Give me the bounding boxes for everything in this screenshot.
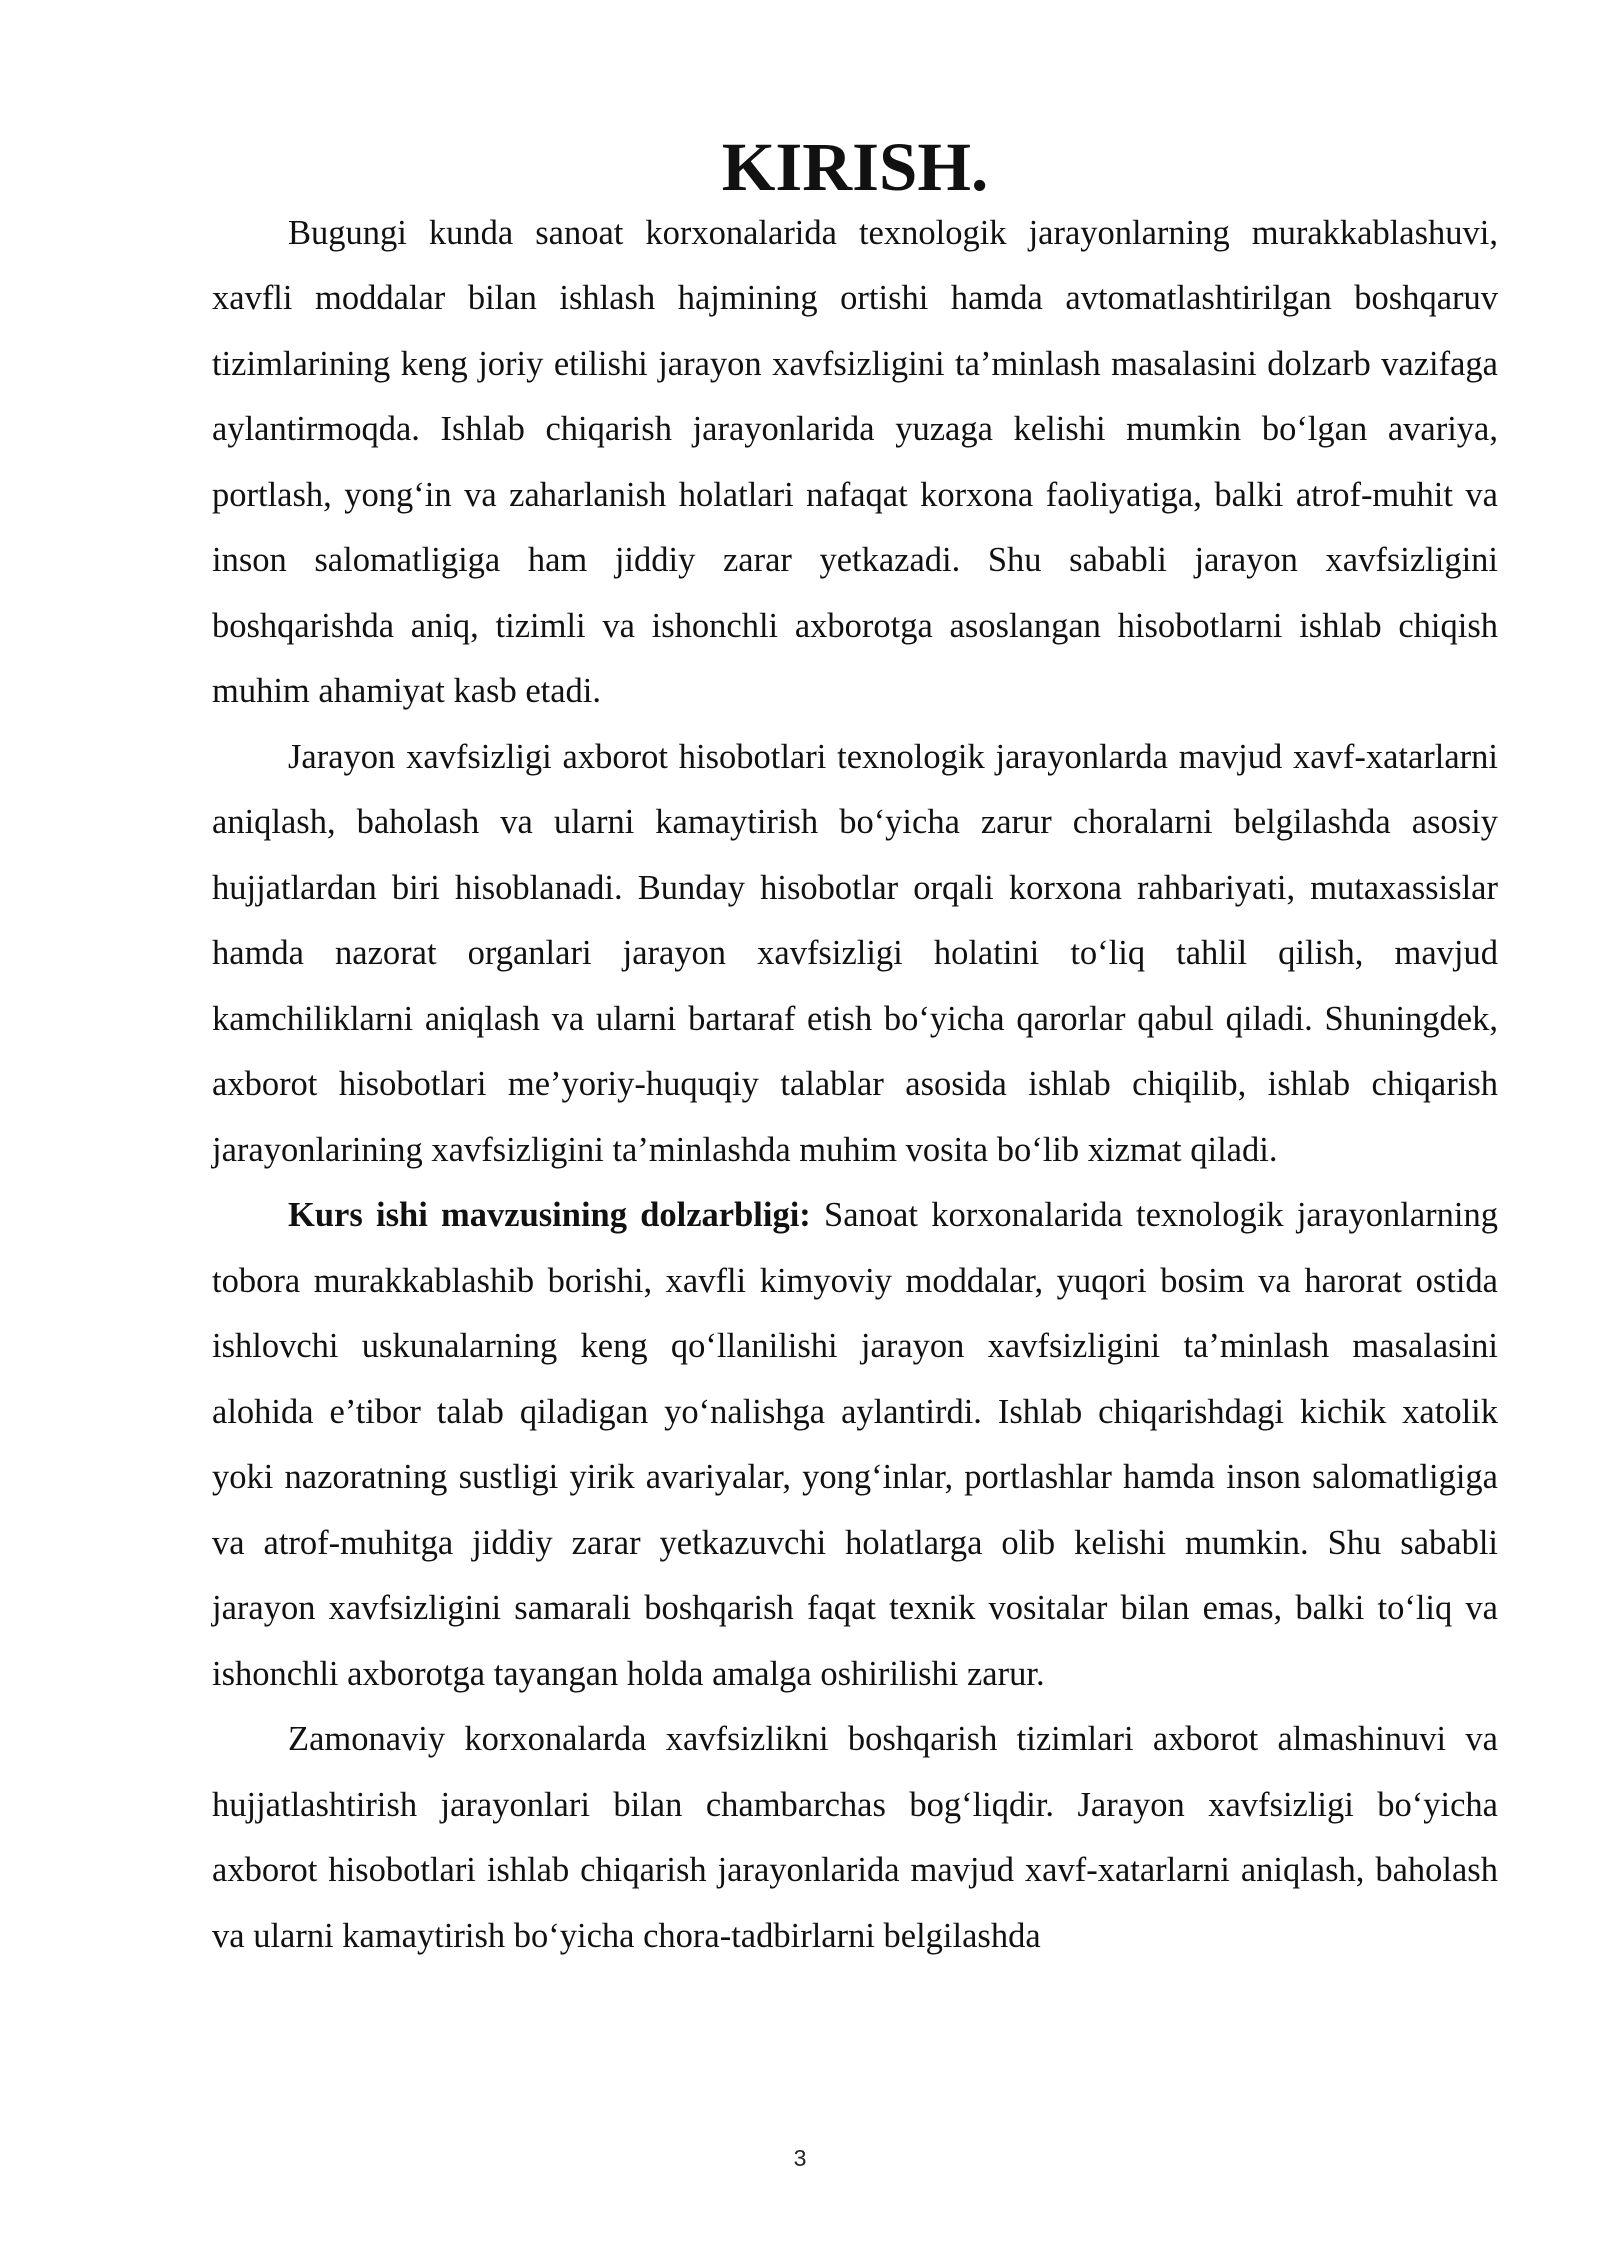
paragraph-2 <box>212 725 1498 1184</box>
page-body <box>212 129 1498 1969</box>
paragraph-bold-lead: Kurs ishi mavzusining dolzarbligi: <box>288 1196 811 1234</box>
paragraph-3 <box>212 1183 1498 1707</box>
page-number: 3 <box>793 2145 807 2171</box>
paragraph-4 <box>212 1707 1498 1969</box>
paragraph-text: Bugungi kunda sanoat korxonalarida texnologik jarayonlarning murakkablashuvi, xavfli moddalar bilan ishlash hajmining ortishi hamda avtomatlashtirilgan boshqaruv tizimlarining keng joriy etilishi jarayon xavfsizligini ta’minlash masalasini dolzarb vazifaga aylantirmoqda. Ishlab chiqarish jarayonlarida yuzaga kelishi mumkin bo‘lgan avariya, portlash, yong‘in va zaharlanish holatlari nafaqat korxona faoliyatiga, balki atrof-muhit va inson salomatligiga ham jiddiy zarar yetkazadi. Shu sababli jarayon xavfsizligini boshqarishda aniq, tizimli va ishonchli axborotga asoslangan hisobotlarni ishlab chiqish muhim ahamiyat kasb etadi. <box>212 213 1498 710</box>
paragraph-text: Sanoat korxonalarida texnologik jarayonlarning tobora murakkablashib borishi, xavfli kimyoviy moddalar, yuqori bosim va harorat ostida ishlovchi uskunalarning keng qo‘llanilishi jarayon xavfsizligini ta’minlash masalasini alohida e’tibor talab qiladigan yo‘nalishga aylantirdi. Ishlab chiqarishdagi kichik xatolik yoki nazoratning sustligi yirik avariyalar, yong‘inlar, portlashlar hamda inson salomatligiga va atrof-muhitga jiddiy zarar yetkazuvchi holatlarga olib kelishi mumkin. Shu sababli jarayon xavfsizligini samarali boshqarish faqat texnik vositalar bilan emas, balki to‘liq va ishonchli axborotga tayangan holda amalga oshirilishi zarur. <box>212 1196 1498 1693</box>
paragraph-1 <box>212 201 1498 725</box>
paragraph-text: Zamonaviy korxonalarda xavfsizlikni boshqarish tizimlari axborot almashinuvi va hujjatlashtirish jarayonlari bilan chambarchas bog‘liqdir. Jarayon xavfsizligi bo‘yicha axborot hisobotlari ishlab chiqarish jarayonlarida mavjud xavf-xatarlarni aniqlash, baholash va ularni kamaytirish bo‘yicha chora-tadbirlarni belgilashda <box>212 1720 1498 1955</box>
paragraph-text: Jarayon xavfsizligi axborot hisobotlari texnologik jarayonlarda mavjud xavf-xatarlarni aniqlash, baholash va ularni kamaytirish bo‘yicha zarur choralarni belgilashda asosiy hujjatlardan biri hisoblanadi. Bunday hisobotlar orqali korxona rahbariyati, mutaxassislar hamda nazorat organlari jarayon xavfsizligi holatini to‘liq tahlil qilish, mavjud kamchiliklarni aniqlash va ularni bartaraf etish bo‘yicha qarorlar qabul qiladi. Shuningdek, axborot hisobotlari me’yoriy-huquqiy talablar asosida ishlab chiqilib, ishlab chiqarish jarayonlarining xavfsizligini ta’minlashda muhim vosita bo‘lib xizmat qiladi. <box>212 737 1498 1169</box>
section-heading: KIRISH. <box>721 129 989 205</box>
